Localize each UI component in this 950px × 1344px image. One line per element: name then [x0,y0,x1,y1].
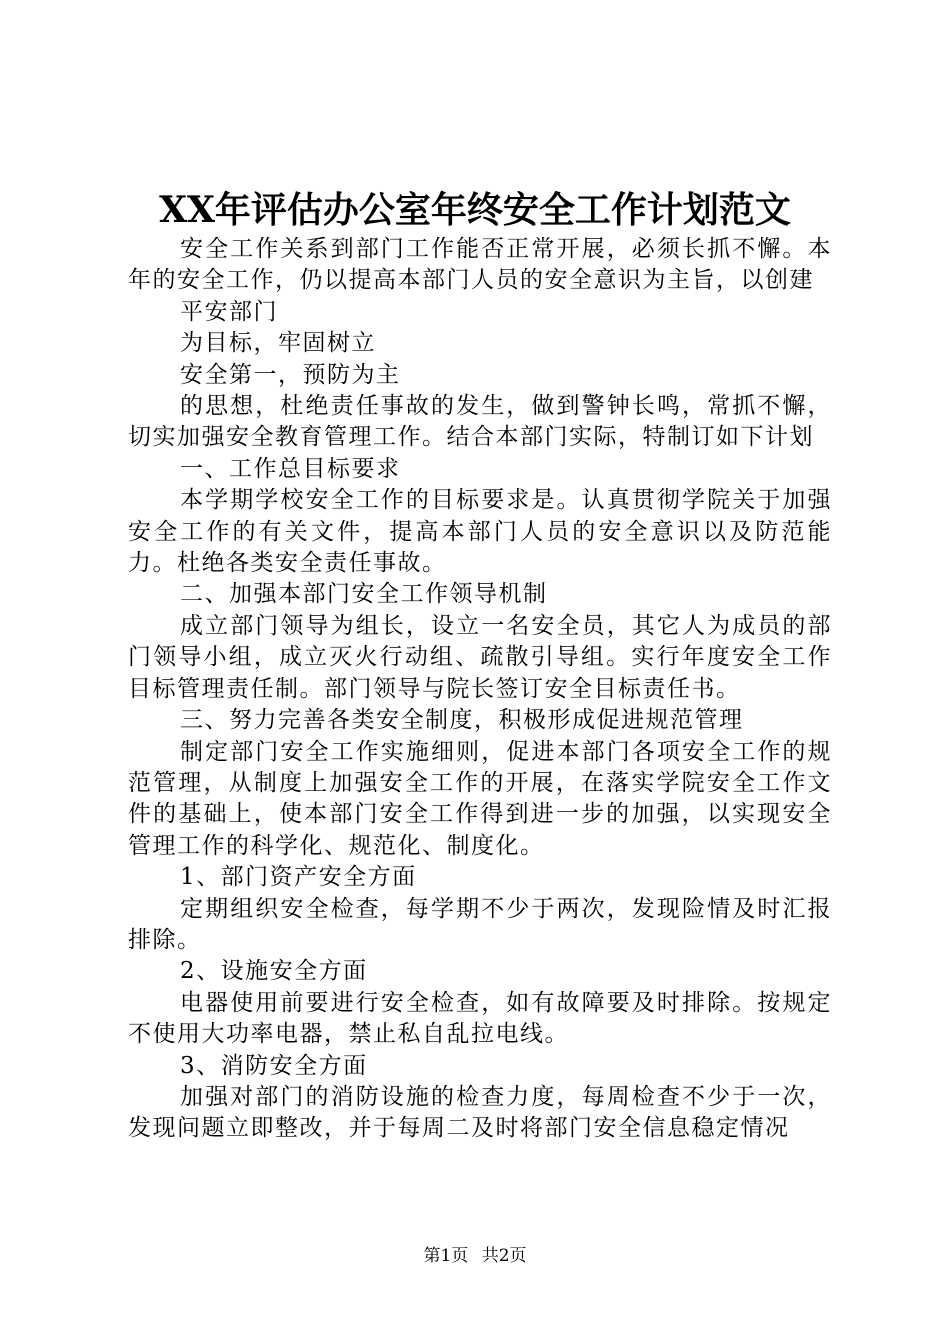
section-heading: 三、努力完善各类安全制度，积极形成促进规范管理 [180,707,744,734]
page-number: 第1页 [423,1246,469,1266]
paragraph: 成立部门领导为组长，设立一名安全员，其它人为成员的部门领导小组，成立灭火行动组、疏散引导组。实行年度安全工作目标管理责任制。部门领导与院长签订安全目标责任书。 [128,612,832,702]
subsection-heading: 1、部门资产安全方面 [180,864,417,891]
paragraph: 本学期学校安全工作的目标要求是。认真贯彻学院关于加强安全工作的有关文件，提高本部门人员的安全意识以及防范能力。杜绝各类安全责任事故。 [128,487,832,577]
paragraph: 加强对部门的消防设施的检查力度，每周检查不少于一次，发现问题立即整改，并于每周二及时将部门安全信息稳定情况 [128,1083,832,1142]
paragraph: 电器使用前要进行安全检查，如有故障要及时排除。按规定不使用大功率电器，禁止私自乱拉电线。 [128,989,832,1048]
page-footer [0,1244,950,1268]
document-body [128,234,832,1145]
paragraph: 安全工作关系到部门工作能否正常开展，必须长抓不懈。本年的安全工作，仍以提高本部门人员的安全意识为主旨，以创建 [128,236,832,294]
paragraph: 制定部门安全工作实施细则，促进本部门各项安全工作的规范管理，从制度上加强安全工作的开展，在落实学院安全工作文件的基础上，使本部门安全工作得到进一步的加强，以实现安全管理工作的科学化、规范化、制度化。 [128,738,832,859]
paragraph: 为目标，牢固树立 [180,330,376,357]
subsection-heading: 3、消防安全方面 [180,1052,368,1079]
paragraph: 安全第一，预防为主 [180,361,401,388]
paragraph: 的思想，杜绝责任事故的发生，做到警钟长鸣，常抓不懈，切实加强安全教育管理工作。结合本部门实际，特制订如下计划 [128,393,832,451]
section-heading: 二、加强本部门安全工作领导机制 [180,581,548,608]
paragraph: 定期组织安全检查，每学期不少于两次，发现险情及时汇报排除。 [128,895,832,953]
document-title: XX年评估办公室年终安全工作计划范文 [159,189,791,231]
paragraph: 平安部门 [180,298,278,325]
page-total: 共2页 [481,1246,527,1266]
section-heading: 一、工作总目标要求 [180,455,401,482]
subsection-heading: 2、设施安全方面 [180,958,368,985]
